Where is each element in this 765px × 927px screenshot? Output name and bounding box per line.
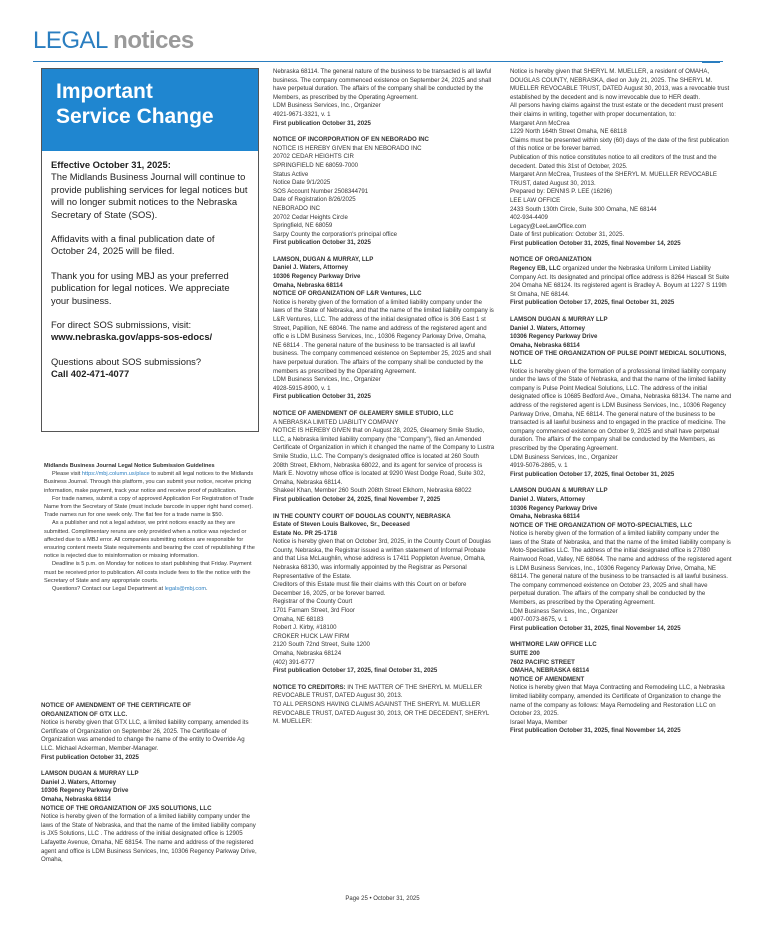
notice-heading-line: 10306 Regency Parkway Drive <box>510 333 598 341</box>
notice-text-line: Date of Registration 8/26/2025 <box>273 196 356 204</box>
notice-text-line: LDM Business Services, Inc., Organizer <box>510 453 618 461</box>
notice-text-line: 4928-5915-8900, v. 1 <box>273 384 331 392</box>
guidelines-p4: Deadline is 5 p.m. on Monday for notices to start publishing that Friday. Payment must be received prior to publication. All costs include fees to file the notice with the Secretary of State and any appropriate courts. <box>44 561 252 584</box>
masthead-rule <box>33 61 723 62</box>
notice-heading-line: Omaha, Nebraska 68114 <box>41 795 111 803</box>
notice-heading-line: 7602 PACIFIC STREET <box>510 658 575 666</box>
notice-text-line: Regency EB, LLC organized under the Nebraska Uniform Limited Liability Company Act. Its designated and principal office address is 8264 Hascall St Suite 204 Omaha NE 68124. Its registered agent is Bradley A. Boyum at 1227 S 119th St Omaha, NE 68144. <box>510 265 730 298</box>
notice-heading-line: LAMSON, DUGAN & MURRAY, LLP <box>273 255 374 263</box>
notice-text-line: Notice is hereby given that SHERYL M. MUELLER, a resident of OMAHA, DOUGLAS COUNTY, NEBRASKA, died on July 21, 2025. The SHERYL M. MUELLER REVOCABLE TRUST, DATED August 30, 2013, was a revocable trust established by the decedent and is now irrevocable due to HER death. <box>510 68 730 101</box>
legal-notice <box>273 256 495 402</box>
legal-notice <box>273 513 495 676</box>
sos-phone-number[interactable]: Call 402-471-4077 <box>51 368 130 380</box>
notice-text-line: Notice Date 9/1/2025 <box>273 179 331 187</box>
notice-text-line: A NEBRASKA LIMITED LIABILITY COMPANY <box>273 418 399 426</box>
notice-heading-line: First publication October 31, 2025 <box>273 393 371 401</box>
notice-heading-line: Omaha, Nebraska 68114 <box>510 513 580 521</box>
notice-heading-line: LAMSON DUGAN & MURRAY LLP <box>510 316 608 324</box>
notice-text-line: Omaha, Nebraska 68124 <box>273 650 342 657</box>
service-change-para5a: Questions about SOS submissions? <box>51 355 202 367</box>
notice-text-line: 402-934-4409 <box>510 214 548 222</box>
notice-text-line: Margaret Ann McCrea <box>510 119 570 127</box>
notice-text-line: Notice is hereby given of the formation of a limited liability company under the laws of the State of Nebraska, and that the name of the limited liability company is Moto-Specialties LLC. The address of the initial designated office is 27080 Rainwood Road, Valley, NE 68064. The name and address of the registered agent is LDM Business Services, Inc., 10306 Regency Parkway Drive, Omaha, NE 68114. The general nature of the business to be transacted is all lawful business. The company commenced existence on October 23, 2025 and shall have perpetual duration. The affairs of the company shall be conducted by the Members, as prescribed by the Operating Agreement. <box>510 530 732 607</box>
notice-heading-line: First publication October 31, 2025, final November 14, 2025 <box>510 727 681 735</box>
notice-heading-line: OMAHA, NEBRASKA 68114 <box>510 667 590 675</box>
legal-notice <box>273 136 495 248</box>
legal-notice <box>510 487 732 633</box>
notice-text-line: 2120 South 72nd Street, Suite 1200 <box>273 641 370 649</box>
notice-text-line: 4921-9671-3321, v. 1 <box>273 110 331 118</box>
notice-text-line: 2433 South 130th Circle, Suite 300 Omaha, NE 68144 <box>510 205 657 213</box>
notice-heading-line: First publication October 17, 2025, final October 31, 2025 <box>510 470 675 478</box>
notice-text-line: Legacy@LeeLawOffice.com <box>510 222 587 230</box>
notice-text-line: Registrar of the County Court <box>273 598 353 606</box>
page-masthead <box>33 27 194 55</box>
notice-text-line: 1701 Farnam Street, 3rd Floor <box>273 607 355 615</box>
notice-heading-line: First publication October 31, 2025, final November 14, 2025 <box>510 624 681 632</box>
notice-text-line: Notice is hereby given of the formation of a professional limited liability company under the laws of the State of Nebraska, and that the name of the limited liability company is Pulse Point Medical Solutions, LLC. The address of the initial designated office is 10685 Bedford Ave., Omaha, Nebraska 68134. The name and address of the registered agent is LDM Business Services, Inc., 10306 Regency Parkway Drive, Omaha, NE 68114. The general nature of the business to be transacted is all lawful business and to engaged in the practice of medicine. The company commenced existence on October 9, 2025 and shall have perpetual duration. The affairs of the company shall be conducted by the Members, as prescribed by the Operating Agreement. <box>510 367 732 452</box>
notices-column-2 <box>273 68 495 735</box>
notice-text-line: LEE LAW OFFICE <box>510 196 561 204</box>
notice-text-line: Sarpy County the corporation's principal office <box>273 230 398 238</box>
notice-heading-line: First publication October 17, 2025, final October 31, 2025 <box>273 667 438 675</box>
service-change-title-line2: Service Change <box>56 105 214 128</box>
legal-notice <box>273 410 495 505</box>
notice-heading-line: Daniel J. Waters, Attorney <box>41 778 117 786</box>
notice-text-line: SPRINGFIELD NE 68059-7000 <box>273 161 359 169</box>
notices-column-1 <box>41 702 259 873</box>
notice-text-line: Status Active <box>273 170 309 178</box>
guidelines-column-link[interactable]: https://mbj.column.us/place <box>81 471 150 478</box>
notice-text-line: Israel Maya, Member <box>510 718 568 726</box>
notice-text-line: LDM Business Services, Inc., Organizer <box>273 376 381 384</box>
notice-text-line: NOTICE IS HEREBY GIVEN that on August 28, 2025, Gleamery Smile Studio, LLC, a Nebraska limited liability company (the "Company"), filed an Amended Certificate of Organization in which it changed the name of the Company to Lustra Smile Studio, LLC. The Company's designated office is located at 260 South 208th Street, Elkhorn, Nebraska 68022, and its agent for service of process is Mark E. Novotny whose office is located at 9290 West Dodge Road, Suite 302, Omaha, Nebraska 68114. <box>273 427 495 486</box>
notice-text-line: NOTICE TO CREDITORS: IN THE MATTER OF THE SHERYL M. MUELLER REVOCABLE TRUST, DATED August 30, 2013. <box>273 683 483 700</box>
notice-text-line: LDM Business Services, Inc., Organizer <box>273 102 381 110</box>
notice-text-line: CROKER HUCK LAW FIRM <box>273 632 350 640</box>
notice-heading-line: Daniel J. Waters, Attorney <box>510 324 586 332</box>
notice-text-line: Omaha, NE 68183 <box>273 615 324 623</box>
notice-text-line: Nebraska 68114. The general nature of the business to be transacted is all lawful business. The company commenced existence on September 24, 2025 and shall have perpetual duration. The affairs of the company shall be conducted by the Members, as prescribed by the Operating Agreement. <box>273 68 492 101</box>
notice-heading-line: SUITE 200 <box>510 650 540 657</box>
notice-text-line: All persons having claims against the trust estate or the decedent must present their claims in writing, together with proper documentation, to: <box>510 102 724 118</box>
legal-notice <box>510 68 732 248</box>
notice-heading-line: NOTICE OF THE ORGANIZATION OF PULSE POINT MEDICAL SOLUTIONS, LLC <box>510 350 727 366</box>
guidelines-p1: Please visit https://mbj.column.us/place to submit all legal notices to the Midlands Business Journal. Through this platform, you can submit your notice, receive pricing information, make payment, track your notice and receive proof of publication. <box>44 471 254 494</box>
legal-notice <box>41 770 259 865</box>
notice-text-line: Springfield, NE 68059 <box>273 222 333 230</box>
notice-heading-line: First publication October 17, 2025, final October 31, 2025 <box>510 299 675 307</box>
notice-heading-line: ORGANIZATION OF GTX LLC. <box>41 710 128 718</box>
notice-text-line: Margaret Ann McCrea, Trustees of the SHERYL M. MUELLER REVOCABLE TRUST, dated August 30, 2013. <box>510 171 717 187</box>
notice-heading-line: Daniel J. Waters, Attorney <box>510 495 586 503</box>
notice-heading-line: First publication October 31, 2025, final November 14, 2025 <box>510 239 681 247</box>
service-change-body <box>42 151 258 401</box>
service-change-para3: Thank you for using MBJ as your preferred publication for legal notices. We appreciate your business. <box>51 269 230 306</box>
page-footer: Page 25 • October 31, 2025 <box>345 896 420 902</box>
legal-notice <box>510 316 732 479</box>
guidelines-title: Midlands Business Journal Legal Notice Submission Guidelines <box>44 463 215 469</box>
notice-text-line: 20702 CEDAR HEIGHTS CIR <box>273 153 354 161</box>
notice-heading-line: NOTICE OF AMENDMENT OF GLEAMERY SMILE STUDIO, LLC <box>273 409 454 417</box>
legal-notice <box>510 256 732 308</box>
notice-heading-line: Estate No. PR 25-1718 <box>273 529 338 537</box>
notice-text-line: NEBORADO INC <box>273 204 321 212</box>
notice-heading-line: NOTICE OF ORGANIZATION OF L&R Ventures, LLC <box>273 290 422 298</box>
guidelines-p5: Questions? Contact our Legal Department at legals@mbj.com. <box>52 586 208 593</box>
notice-text-line: Date of first publication: October 31, 2025. <box>510 231 625 239</box>
notice-text-line: Prepared by: DENNIS P. LEE (16296) <box>510 188 613 196</box>
notice-heading-line: NOTICE OF AMENDMENT <box>510 675 585 683</box>
notice-text-line: 4907-0073-8675, v. 1 <box>510 616 568 624</box>
notice-heading-line: First publication October 24, 2025, final November 7, 2025 <box>273 495 441 503</box>
notice-text-line: Notice is hereby given that GTX LLC, a limited liability company, amended its Certificate of Organization on September 26, 2025. The Certificate of Organization was amended to change the name of the entity to Override Ag LLC. Michael Ackerman, Member-Manager. <box>41 719 249 752</box>
notice-heading-line: Estate of Steven Louis Balkovec, Sr., Deceased <box>273 521 410 529</box>
notice-heading-line: 10306 Regency Parkway Drive <box>273 273 361 281</box>
notice-heading-line: Omaha, Nebraska 68114 <box>273 281 343 289</box>
notice-heading-line: Omaha, Nebraska 68114 <box>510 341 580 349</box>
notice-text-line: 4919-5076-2865, v. 1 <box>510 462 568 470</box>
notice-text-line: Publication of this notice constitutes notice to all creditors of the trust and the decedent. Dated this 31st of October, 2025. <box>510 153 717 170</box>
sos-website-link[interactable]: www.nebraska.gov/apps-sos-edocs/ <box>51 331 213 343</box>
notice-heading-line: First publication October 31, 2025 <box>273 119 371 127</box>
notice-text-line: 1229 North 164th Street Omaha, NE 68118 <box>510 128 627 136</box>
notice-heading-line: First publication October 31, 2025 <box>273 239 371 247</box>
notice-text-line: TO ALL PERSONS HAVING CLAIMS AGAINST THE SHERYL M. MUELLER REVOCABLE TRUST, DATED August 30, 2013, OR THE DECEDENT, SHERYL M. MUELLER: <box>273 700 490 726</box>
submission-guidelines <box>44 462 258 593</box>
notice-heading-line: LAMSON DUGAN & MURRAY LLP <box>41 770 139 778</box>
notice-text-line: NOTICE IS HEREBY GIVEN that EN NEBORADO INC <box>273 144 422 152</box>
legal-notice <box>273 684 495 727</box>
notice-heading-line: Daniel J. Waters, Attorney <box>273 264 349 272</box>
notice-heading-line: NOTICE OF THE ORGANIZATION OF JX5 SOLUTIONS, LLC <box>41 804 212 812</box>
notice-text-line: Creditors of this Estate must file their claims with this Court on or before December 16, 2025, or be forever barred. <box>273 581 467 597</box>
service-change-para2: Affidavits with a final publication date of October 24, 2025 will be filed. <box>51 233 215 257</box>
notice-heading-line: WHITMORE LAW OFFICE LLC <box>510 641 597 649</box>
guidelines-email-link[interactable]: legals@mbj.com <box>164 586 206 593</box>
service-change-title-line1: Important <box>56 80 153 103</box>
legal-notice <box>273 68 495 128</box>
notice-heading-line: 10306 Regency Parkway Drive <box>510 504 598 512</box>
notice-heading-line: 10306 Regency Parkway Drive <box>41 787 129 795</box>
notice-text-line: Shakeel Khan, Member 260 South 208th Street Elkhorn, Nebraska 68022 <box>273 487 472 495</box>
notice-heading-line: NOTICE OF THE ORGANIZATION OF MOTO-SPECIALTIES, LLC <box>510 521 693 529</box>
service-change-header <box>42 69 258 151</box>
notices-column-3 <box>510 68 732 744</box>
service-change-box <box>41 68 259 432</box>
legal-notice <box>510 641 732 736</box>
notice-text-line: SOS Account Number 2508344791 <box>273 187 369 195</box>
notice-heading-line: NOTICE OF INCORPORATION OF EN NEBORADO INC <box>273 136 429 144</box>
notice-text-line: Claims must be presented within sixty (60) days of the date of the first publication of this notice or be forever barred. <box>510 136 729 153</box>
notice-text-line: (402) 391-6777 <box>273 658 315 666</box>
notice-heading-line: First publication October 31, 2025 <box>41 753 139 761</box>
service-change-para4a: For direct SOS submissions, visit: <box>51 319 192 331</box>
notice-text-line: Robert J. Kirby, #18100 <box>273 624 337 632</box>
guidelines-p2: For trade names, submit a copy of approved Application For Registration of Trade Name from the Secretary of State (must include barcode in upper right hand corner). Trade names run for one week only. The flat fee for a trade name is $50. <box>44 495 254 519</box>
notice-text-line: Notice is hereby given of the formation of a limited liability company under the laws of the State of Nebraska, and that the name of the limited liability company is L&R Ventures, LLC. The address of the initial designated office is 306 East 1 st Street, Papillion, NE 68046. The name and address of the registered agent and offic e is LDM Business Services, Inc., 10306 Regency Parkway Drive, Omaha, NE 68114 . The general nature of the business to be transacted is all lawful business. The company commenced existence on September 25, 2025 and shall have perpetual duration. The affairs of the company shall be conducted by the members as prescribed by the Operating Agreement. <box>273 298 494 375</box>
guidelines-p3: As a publisher and not a legal advisor, we print notices exactly as they are submitted. Complimentary reruns are only provided when a notice was rejected or affected due to a MBJ error. All companies submitting notices are responsible for ensuring content meets State requirements and bearing the cost of republishing if the notice is rejected due to misinformation or missing information. <box>44 520 255 560</box>
legal-notice <box>41 702 259 762</box>
masthead-rule-tick <box>702 61 720 63</box>
service-change-para1: The Midlands Business Journal will continue to provide publishing services for legal notices but will no longer submit notices to the Nebraska Secretary of State (SOS). <box>51 171 248 220</box>
notice-text-line: 20702 Cedar Heights Circle <box>273 213 348 221</box>
notice-text-line: Notice is hereby given that on October 3rd, 2025, in the County Court of Douglas County, Nebraska, the Registrar issued a written statement of Informal Probate and that Lisa McLaughlin, whose address is 17411 Poppleton Avenue, Omaha, Nebraska 68130, was informally appointed by the Registrar as Personal Representative of the Estate. <box>273 538 491 580</box>
notice-text-line: Notice is hereby given of the formation of a limited liability company under the laws of the State of Nebraska, and that the name of the limited liability company is JX5 Solutions, LLC . The address of the initial designated office is 12905 Lafayette Avenue, Omaha, NE 68154. The name and address of the registered agent and office is LDM Business Services, Inc, 10306 Regency Parkway Drive, Omaha, <box>41 813 257 864</box>
notice-text-line: Notice is hereby given that Maya Contracting and Remodeling LLC, a Nebraska limited liability company, amended its Certificate of Organization to change the name of the company as follows: Maya Remodeling and Restoration LLC on October 23, 2025. <box>510 684 725 718</box>
notice-heading-line: IN THE COUNTY COURT OF DOUGLAS COUNTY, NEBRASKA <box>273 512 451 520</box>
masthead-legal: LEGAL <box>33 27 107 54</box>
notice-text-line: LDM Business Services, Inc., Organizer <box>510 607 618 615</box>
service-change-effective: Effective October 31, 2025: <box>51 159 171 170</box>
masthead-notices: notices <box>113 27 194 54</box>
notice-heading-line: NOTICE OF AMENDMENT OF THE CERTIFICATE OF <box>41 702 191 709</box>
notice-heading-line: NOTICE OF ORGANIZATION <box>510 256 592 264</box>
notice-heading-line: LAMSON DUGAN & MURRAY LLP <box>510 487 608 495</box>
